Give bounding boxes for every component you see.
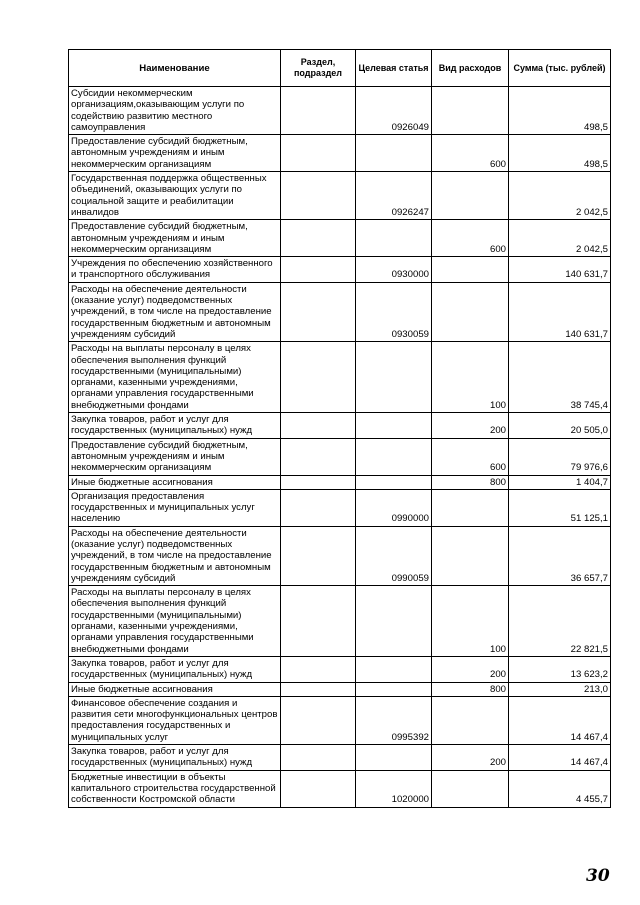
- row-name-cell: Расходы на выплаты персоналу в целях обеспечения выполнения функций государственными (муниципальными) органами, казенными учреждениями, органами управления государственными внебюджетными фондами: [69, 586, 281, 657]
- row-section-cell: [281, 342, 356, 413]
- row-sum-cell: 213,0: [509, 682, 611, 696]
- row-type-cell: [432, 87, 509, 135]
- row-type-cell: [432, 172, 509, 220]
- row-type-cell: 200: [432, 745, 509, 771]
- row-type-cell: 600: [432, 135, 509, 172]
- row-sum-cell: 498,5: [509, 135, 611, 172]
- row-sum-cell: 1 404,7: [509, 475, 611, 489]
- row-type-cell: [432, 282, 509, 341]
- row-type-cell: [432, 526, 509, 585]
- row-type-cell: 200: [432, 413, 509, 439]
- row-type-cell: 600: [432, 438, 509, 475]
- row-target-cell: [356, 475, 432, 489]
- table-row: [69, 475, 611, 489]
- row-name-cell: Учреждения по обеспечению хозяйственного и транспортного обслуживания: [69, 257, 281, 283]
- row-section-cell: [281, 526, 356, 585]
- table-row: [69, 438, 611, 475]
- row-sum-cell: 20 505,0: [509, 413, 611, 439]
- row-section-cell: [281, 489, 356, 526]
- row-section-cell: [281, 745, 356, 771]
- table-header-row: [69, 50, 611, 87]
- row-name-cell: Бюджетные инвестиции в объекты капитального строительства государственной собственности Костромской области: [69, 770, 281, 807]
- row-type-cell: [432, 770, 509, 807]
- row-section-cell: [281, 438, 356, 475]
- budget-table: [68, 49, 611, 808]
- row-name-cell: Расходы на обеспечение деятельности (оказание услуг) подведомственных учреждений, в том числе на предоставление государственным бюджетным и автономным учреждениям субсидий: [69, 526, 281, 585]
- row-name-cell: Закупка товаров, работ и услуг для государственных (муниципальных) нужд: [69, 656, 281, 682]
- table-row: [69, 682, 611, 696]
- row-section-cell: [281, 135, 356, 172]
- row-target-cell: 0926247: [356, 172, 432, 220]
- table-row: [69, 220, 611, 257]
- row-target-cell: 0995392: [356, 696, 432, 744]
- row-section-cell: [281, 413, 356, 439]
- row-name-cell: Предоставление субсидий бюджетным, автономным учреждениям и иным некоммерческим организациям: [69, 135, 281, 172]
- row-section-cell: [281, 172, 356, 220]
- row-sum-cell: 22 821,5: [509, 586, 611, 657]
- table-row: [69, 342, 611, 413]
- row-target-cell: 0926049: [356, 87, 432, 135]
- row-target-cell: [356, 745, 432, 771]
- table-row: [69, 656, 611, 682]
- row-target-cell: 1020000: [356, 770, 432, 807]
- row-sum-cell: 79 976,6: [509, 438, 611, 475]
- row-target-cell: [356, 342, 432, 413]
- row-type-cell: [432, 257, 509, 283]
- row-target-cell: [356, 682, 432, 696]
- row-type-cell: 800: [432, 682, 509, 696]
- row-sum-cell: 14 467,4: [509, 745, 611, 771]
- table-row: [69, 87, 611, 135]
- row-target-cell: [356, 438, 432, 475]
- row-type-cell: 600: [432, 220, 509, 257]
- row-name-cell: Организация предоставления государственных и муниципальных услуг населению: [69, 489, 281, 526]
- header-type: Вид расходов: [432, 50, 509, 87]
- row-section-cell: [281, 87, 356, 135]
- table-row: [69, 413, 611, 439]
- row-name-cell: Финансовое обеспечение создания и развития сети многофункциональных центров предоставления государственных и муниципальных услуг: [69, 696, 281, 744]
- row-name-cell: Расходы на обеспечение деятельности (оказание услуг) подведомственных учреждений, в том числе на предоставление государственным бюджетным и автономным учреждениям субсидий: [69, 282, 281, 341]
- table-row: [69, 745, 611, 771]
- row-target-cell: [356, 135, 432, 172]
- row-type-cell: 200: [432, 656, 509, 682]
- row-name-cell: Закупка товаров, работ и услуг для государственных (муниципальных) нужд: [69, 413, 281, 439]
- row-section-cell: [281, 220, 356, 257]
- row-target-cell: [356, 656, 432, 682]
- row-name-cell: Предоставление субсидий бюджетным, автономным учреждениям и иным некоммерческим организациям: [69, 220, 281, 257]
- row-name-cell: Предоставление субсидий бюджетным, автономным учреждениям и иным некоммерческим организациям: [69, 438, 281, 475]
- row-section-cell: [281, 475, 356, 489]
- table-row: [69, 135, 611, 172]
- row-sum-cell: 38 745,4: [509, 342, 611, 413]
- row-target-cell: [356, 413, 432, 439]
- table-row: [69, 489, 611, 526]
- row-section-cell: [281, 682, 356, 696]
- table-row: [69, 696, 611, 744]
- row-name-cell: Иные бюджетные ассигнования: [69, 475, 281, 489]
- row-target-cell: 0930000: [356, 257, 432, 283]
- row-type-cell: [432, 696, 509, 744]
- row-type-cell: [432, 489, 509, 526]
- row-sum-cell: 498,5: [509, 87, 611, 135]
- row-type-cell: 100: [432, 586, 509, 657]
- row-name-cell: Государственная поддержка общественных объединений, оказывающих услуги по социальной защите и реабилитации инвалидов: [69, 172, 281, 220]
- row-name-cell: Закупка товаров, работ и услуг для государственных (муниципальных) нужд: [69, 745, 281, 771]
- row-section-cell: [281, 696, 356, 744]
- row-sum-cell: 2 042,5: [509, 220, 611, 257]
- row-sum-cell: 36 657,7: [509, 526, 611, 585]
- row-sum-cell: 140 631,7: [509, 257, 611, 283]
- table-row: [69, 282, 611, 341]
- row-section-cell: [281, 656, 356, 682]
- row-sum-cell: 51 125,1: [509, 489, 611, 526]
- table-row: [69, 526, 611, 585]
- row-sum-cell: 13 623,2: [509, 656, 611, 682]
- header-name: Наименование: [69, 50, 281, 87]
- row-sum-cell: 4 455,7: [509, 770, 611, 807]
- row-target-cell: 0990000: [356, 489, 432, 526]
- row-sum-cell: 140 631,7: [509, 282, 611, 341]
- row-target-cell: 0930059: [356, 282, 432, 341]
- row-target-cell: 0990059: [356, 526, 432, 585]
- row-target-cell: [356, 220, 432, 257]
- table-row: [69, 586, 611, 657]
- header-sum: Сумма (тыс. рублей): [509, 50, 611, 87]
- table-row: [69, 770, 611, 807]
- row-type-cell: 800: [432, 475, 509, 489]
- row-sum-cell: 2 042,5: [509, 172, 611, 220]
- table-row: [69, 172, 611, 220]
- table-body: [69, 87, 611, 808]
- header-target: Целевая статья: [356, 50, 432, 87]
- row-name-cell: Иные бюджетные ассигнования: [69, 682, 281, 696]
- row-type-cell: 100: [432, 342, 509, 413]
- row-section-cell: [281, 282, 356, 341]
- row-section-cell: [281, 257, 356, 283]
- row-section-cell: [281, 586, 356, 657]
- row-sum-cell: 14 467,4: [509, 696, 611, 744]
- page-number: 30: [586, 866, 610, 886]
- row-target-cell: [356, 586, 432, 657]
- row-section-cell: [281, 770, 356, 807]
- header-section: Раздел, подраздел: [281, 50, 356, 87]
- table-row: [69, 257, 611, 283]
- row-name-cell: Расходы на выплаты персоналу в целях обеспечения выполнения функций государственными (муниципальными) органами, казенными учреждениями, органами управления государственными внебюджетными фондами: [69, 342, 281, 413]
- row-name-cell: Субсидии некоммерческим организациям,оказывающим услуги по содействию развитию местного самоуправления: [69, 87, 281, 135]
